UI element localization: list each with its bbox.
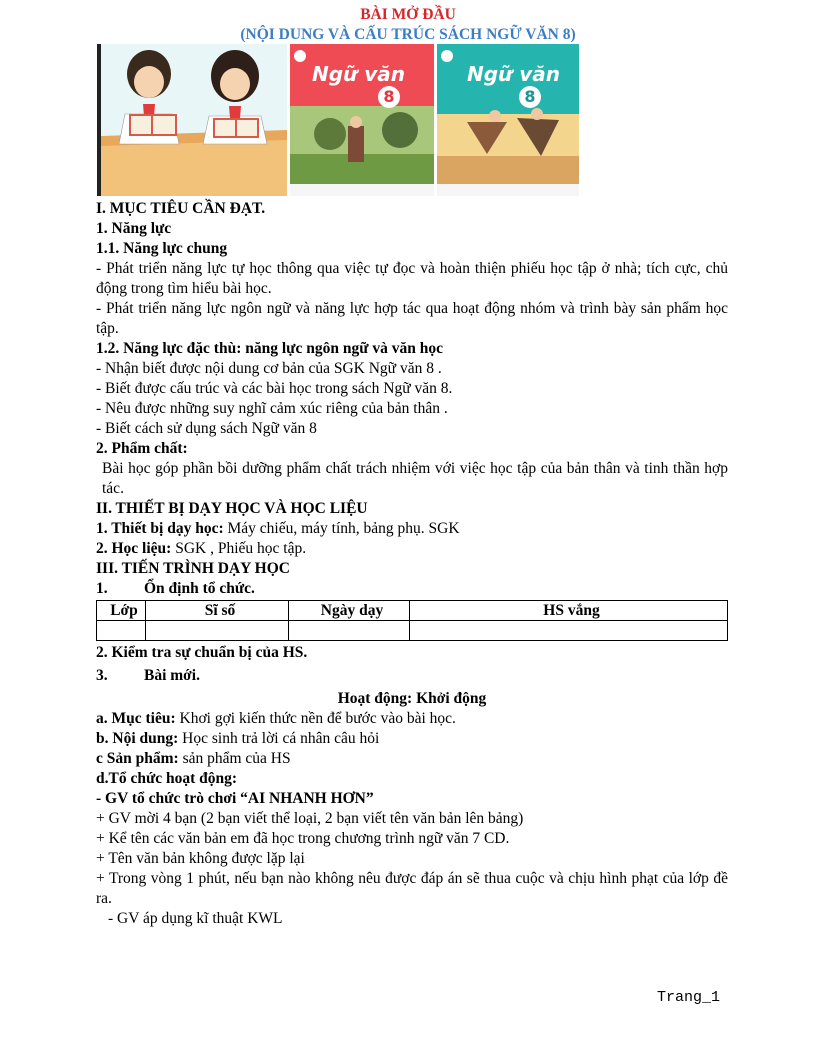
list-item: + Kể tên các văn bản em đã học trong chương trình ngữ văn 7 CD. xyxy=(96,830,510,847)
line-label: b. Nội dung: xyxy=(96,730,179,747)
list-item: + Tên văn bản không được lặp lại xyxy=(96,850,305,867)
book-cover-volume-2 xyxy=(437,44,579,196)
section-heading: II. THIẾT BỊ DẠY HỌC VÀ HỌC LIỆU xyxy=(96,500,368,517)
step-number: 1. xyxy=(96,580,108,597)
table-header-cell: HS vắng xyxy=(410,601,728,621)
step-text: Ổn định tổ chức. xyxy=(144,580,255,597)
table-header-cell: Lớp xyxy=(97,601,146,621)
line-label: 2. Học liệu: xyxy=(96,540,172,557)
list-item: - GV áp dụng kĩ thuật KWL xyxy=(108,910,283,927)
line-label: c Sản phẩm: xyxy=(96,750,179,767)
cover-number-1: 8 xyxy=(378,86,400,108)
labeled-line xyxy=(96,729,728,749)
numbered-step: 2. Kiểm tra sự chuẩn bị của HS. xyxy=(96,644,308,661)
table-cell xyxy=(289,621,410,641)
line-label: a. Mục tiêu: xyxy=(96,710,176,727)
section-heading: I. MỤC TIÊU CẦN ĐẠT. xyxy=(96,200,266,217)
table-header-row xyxy=(97,601,728,621)
list-item: + Trong vòng 1 phút, nếu bạn nào không nêu được đáp án sẽ thua cuộc và chịu hình phạt của lớp đề ra. xyxy=(96,870,728,907)
step-text: Bài mới. xyxy=(144,667,200,684)
numbered-step xyxy=(96,666,728,686)
paragraph: - Phát triển năng lực ngôn ngữ và năng lực hợp tác qua hoạt động nhóm và trình bày sản phẩm học tập. xyxy=(96,300,728,337)
line-text: Máy chiếu, máy tính, bảng phụ. SGK xyxy=(223,520,460,537)
labeled-line xyxy=(96,519,728,539)
line-label: 1. Thiết bị dạy học: xyxy=(96,520,224,537)
table-cell xyxy=(410,621,728,641)
list-item: - Biết cách sử dụng sách Ngữ văn 8 xyxy=(96,420,317,437)
list-item: - Biết được cấu trúc và các bài học trong sách Ngữ văn 8. xyxy=(96,380,453,397)
labeled-line xyxy=(96,709,728,729)
line-text: Khơi gợi kiến thức nền để bước vào bài học. xyxy=(175,710,456,727)
cover-title-1: Ngữ văn xyxy=(312,62,406,86)
section-heading: III. TIẾN TRÌNH DẠY HỌC xyxy=(96,560,290,577)
cover-title-2: Ngữ văn xyxy=(467,62,561,86)
document-body xyxy=(96,199,728,929)
table-cell xyxy=(97,621,146,641)
students-reading-illustration xyxy=(97,44,287,196)
table-row xyxy=(97,621,728,641)
subheading: 1.1. Năng lực chung xyxy=(96,240,228,257)
labeled-line xyxy=(96,539,728,559)
labeled-line xyxy=(96,749,728,769)
table-header-cell: Ngày dạy xyxy=(289,601,410,621)
list-item: + GV mời 4 bạn (2 bạn viết thể loại, 2 bạn viết tên văn bản lên bảng) xyxy=(96,810,524,827)
subheading: 2. Phẩm chất: xyxy=(96,440,188,457)
table-header-cell: Sĩ số xyxy=(146,601,289,621)
subheading: 1. Năng lực xyxy=(96,220,172,237)
subheading: 1.2. Năng lực đặc thù: năng lực ngôn ngữ và văn học xyxy=(96,340,444,357)
paragraph: Bài học góp phần bồi dưỡng phẩm chất trách nhiệm với việc học tập của bản thân và tinh thần hợp tác. xyxy=(102,460,728,497)
line-text: SGK , Phiếu học tập. xyxy=(171,540,307,557)
numbered-step xyxy=(96,579,728,599)
list-item: - Nhận biết được nội dung cơ bản của SGK Ngữ văn 8 . xyxy=(96,360,442,377)
line-text: sản phẩm của HS xyxy=(178,750,291,767)
step-number: 3. xyxy=(96,667,108,684)
page-subtitle: (NỘI DUNG VÀ CẤU TRÚC SÁCH NGỮ VĂN 8) xyxy=(240,26,576,43)
table-cell xyxy=(146,621,289,641)
paragraph: - Phát triển năng lực tự học thông qua việc tự đọc và hoàn thiện phiếu học tập ở nhà; tích cực, chủ động trong tìm hiểu bài học. xyxy=(96,260,728,297)
cover-number-2: 8 xyxy=(519,86,541,108)
book-cover-volume-1 xyxy=(290,44,434,196)
game-line: - GV tổ chức trò chơi “AI NHANH HƠN” xyxy=(96,790,374,807)
list-item: - Nêu được những suy nghĩ cảm xúc riêng của bản thân . xyxy=(96,400,448,417)
subheading: d.Tổ chức hoạt động: xyxy=(96,770,238,787)
page-title: BÀI MỞ ĐẦU xyxy=(360,6,456,23)
line-text: Học sinh trả lời cá nhân câu hỏi xyxy=(178,730,380,747)
activity-heading: Hoạt động: Khởi động xyxy=(337,690,487,707)
attendance-table xyxy=(96,600,728,641)
page-number: Trang_1 xyxy=(656,989,720,1006)
